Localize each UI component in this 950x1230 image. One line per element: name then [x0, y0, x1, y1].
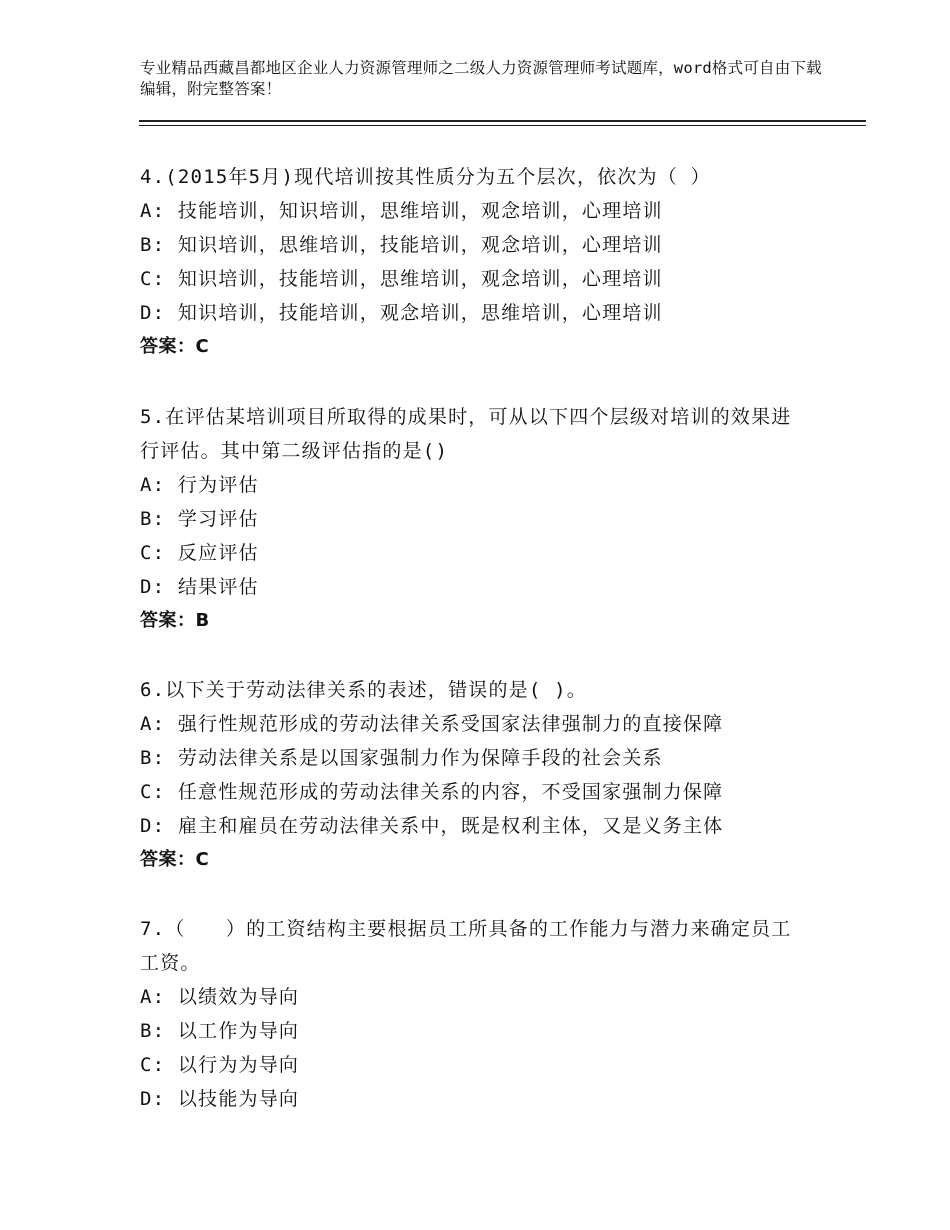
answer-label: 答案：	[140, 336, 196, 357]
option-d: D: 知识培训，技能培训，观念培训，思维培训，心理培训	[140, 302, 663, 324]
answer	[140, 330, 820, 364]
option-d: D: 结果评估	[140, 576, 259, 598]
option-c: C: 以行为为导向	[140, 1054, 300, 1076]
option-c: C: 任意性规范形成的劳动法律关系的内容，不受国家强制力保障	[140, 781, 724, 803]
question-stem: 7.（ ）的工资结构主要根据员工所具备的工作能力与潜力来确定员工工资。	[140, 918, 792, 974]
option-d: D: 雇主和雇员在劳动法律关系中，既是权利主体，又是义务主体	[140, 815, 724, 837]
option-b: B: 以工作为导向	[140, 1020, 300, 1042]
answer	[140, 604, 820, 638]
option-c: C: 知识培训，技能培训，思维培训，观念培训，心理培训	[140, 268, 663, 290]
option-a: A: 以绩效为导向	[140, 986, 300, 1008]
answer-label: 答案：	[140, 849, 196, 870]
option-b: B: 学习评估	[140, 508, 259, 530]
option-a: A: 技能培训，知识培训，思维培训，观念培训，心理培训	[140, 200, 663, 222]
option-a: A: 强行性规范形成的劳动法律关系受国家法律强制力的直接保障	[140, 713, 724, 735]
question-7	[140, 912, 820, 1116]
question-stem: 4.(2015年5月)现代培训按其性质分为五个层次，依次为（ ）	[140, 166, 711, 188]
header-rule-thin	[139, 125, 866, 126]
answer	[140, 843, 820, 877]
answer-value: C	[195, 849, 210, 870]
question-5	[140, 400, 820, 638]
question-4	[140, 160, 820, 364]
option-d: D: 以技能为导向	[140, 1088, 300, 1110]
question-stem: 6.以下关于劳动法律关系的表述，错误的是( )。	[140, 679, 587, 701]
option-a: A: 行为评估	[140, 474, 259, 496]
document-header: 专业精品西藏昌都地区企业人力资源管理师之二级人力资源管理师考试题库，word格式可自由下载编辑，附完整答案！	[140, 59, 822, 98]
answer-value: B	[195, 610, 210, 631]
question-6	[140, 673, 820, 877]
option-b: B: 知识培训，思维培训，技能培训，观念培训，心理培训	[140, 234, 663, 256]
option-b: B: 劳动法律关系是以国家强制力作为保障手段的社会关系	[140, 747, 663, 769]
answer-value: C	[195, 336, 210, 357]
answer-label: 答案：	[140, 610, 196, 631]
header-rule-thick	[139, 120, 866, 122]
option-c: C: 反应评估	[140, 542, 259, 564]
question-stem: 5.在评估某培训项目所取得的成果时，可从以下四个层级对培训的效果进行评估。其中第二级评估指的是()	[140, 406, 792, 462]
